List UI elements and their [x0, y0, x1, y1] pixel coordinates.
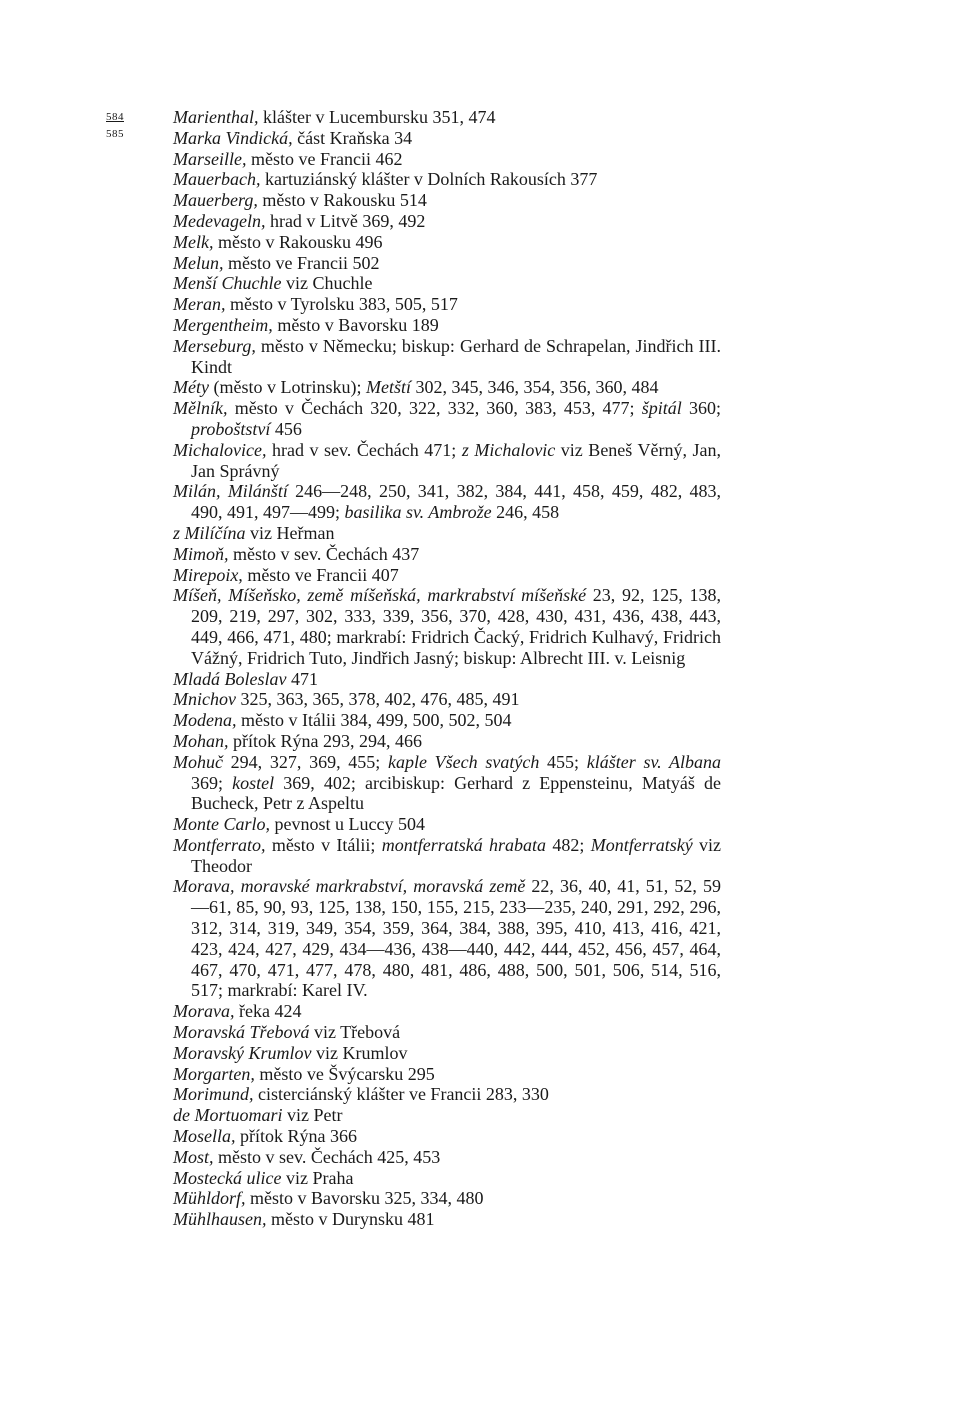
index-entry [173, 585, 721, 668]
entry-term: Mohuč [173, 751, 223, 772]
entry-term: Michalovice, [173, 439, 267, 460]
entry-term: proboštství [191, 418, 271, 439]
index-list [173, 107, 721, 1230]
index-entry [173, 294, 721, 315]
entry-term: Meran, [173, 294, 226, 315]
index-entry [173, 1105, 721, 1126]
index-entry [173, 1064, 721, 1085]
index-entry [173, 876, 721, 1001]
entry-text: cisterciánský klášter ve Francii 283, 330 [253, 1084, 549, 1105]
entry-text: město v Durynsku 481 [266, 1209, 435, 1230]
index-entry [173, 232, 721, 253]
entry-text: město v Itálii; [265, 834, 382, 855]
index-entry [173, 1168, 721, 1189]
entry-text: 294, 327, 369, 455; [222, 751, 388, 772]
index-entry [173, 1188, 721, 1209]
index-entry [173, 1001, 721, 1022]
entry-term: Melk, [173, 231, 214, 252]
entry-term: Milán, Milánští [173, 481, 288, 502]
entry-text: město v sev. Čechách 437 [228, 543, 420, 564]
entry-term: klášter sv. Albana [586, 751, 721, 772]
entry-text: 246, 458 [491, 502, 560, 523]
entry-term: Morgarten, [173, 1063, 255, 1084]
entry-text: viz Krumlov [311, 1042, 408, 1063]
entry-term: špitál [641, 398, 682, 419]
index-entry [173, 565, 721, 586]
entry-term: Mělník, [173, 398, 228, 419]
index-entry [173, 315, 721, 336]
index-entry [173, 211, 721, 232]
entry-text: 456 [270, 418, 302, 439]
entry-text: město v Bavorsku 325, 334, 480 [245, 1188, 484, 1209]
entry-text: část Kraňska 34 [292, 127, 413, 148]
entry-text: viz Třebová [309, 1022, 401, 1043]
entry-text: město v Bavorsku 189 [272, 314, 439, 335]
index-entry [173, 253, 721, 274]
entry-term: Marka Vindická, [173, 127, 293, 148]
index-entry [173, 440, 721, 482]
entry-text: pevnost u Luccy 504 [270, 814, 425, 835]
index-entry [173, 1022, 721, 1043]
entry-term: Montferrato, [173, 834, 266, 855]
entry-text: 455; [539, 751, 587, 772]
entry-term: Merseburg, [173, 335, 256, 356]
entry-term: Mühlhausen, [173, 1209, 267, 1230]
index-entry [173, 710, 721, 731]
entry-text: město v Čechách 320, 322, 332, 360, 383, 453, 477; [227, 398, 642, 419]
entry-term: Mladá Boleslav [173, 668, 287, 689]
entry-term: Mühldorf, [173, 1188, 246, 1209]
entry-text: město ve Francii 502 [223, 252, 380, 273]
entry-term: de Mortuomari [173, 1105, 283, 1126]
entry-text: 325, 363, 365, 378, 402, 476, 485, 491 [235, 689, 520, 710]
index-entry [173, 273, 721, 294]
entry-text: klášter v Lucembursku 351, 474 [258, 107, 496, 127]
entry-text: 360; [681, 398, 721, 419]
entry-term: Moravská Třebová [173, 1022, 310, 1043]
entry-term: z Michalovic [461, 439, 556, 460]
index-entry [173, 689, 721, 710]
entry-text: 482; [546, 834, 591, 855]
entry-text: 302, 345, 346, 354, 356, 360, 484 [410, 377, 659, 398]
entry-term: Modena, [173, 710, 237, 731]
entry-text: město v Itálii 384, 499, 500, 502, 504 [236, 710, 512, 731]
entry-text: viz Praha [281, 1167, 354, 1188]
entry-text: 22, 36, 40, 41, 51, 52, 59—61, 85, 90, 93, 125, 138, 150, 155, 215, 233—235, 240, 291, 292, 296, 312, 314, 319, 349, 354, 359, 364, 384, 388, 395, 410, 413, 416, 421, 423, 424, 427, 429, 434—436, 438—440, 442, 444, 452, 456, 457, 464, 467, 470, 471, 477, 478, 480, 481, 486, 488, 500, 501, 506, 514, 516, 517; markrabí: Karel IV. [191, 876, 722, 1001]
entry-term: Mnichov [173, 689, 236, 710]
entry-text: město ve Švýcarsku 295 [254, 1063, 435, 1084]
entry-term: z Milíčína [173, 522, 246, 543]
entry-term: Moravský Krumlov [173, 1042, 312, 1063]
entry-term: Mirepoix, [173, 564, 243, 585]
entry-term: Míšeň, Míšeňsko, země míšeňská, markrabství míšeňské [173, 585, 587, 606]
entry-text: kartuziánský klášter v Dolních Rakousích 377 [260, 169, 598, 190]
index-entry [173, 835, 721, 877]
index-entry [173, 398, 721, 440]
entry-term: Melun, [173, 252, 224, 273]
entry-text: 369; [191, 772, 233, 793]
entry-term: Metští [365, 377, 411, 398]
entry-text: viz Petr [282, 1105, 343, 1126]
index-entry [173, 169, 721, 190]
page-numbers [106, 109, 124, 143]
entry-term: Medevageln, [173, 210, 266, 231]
entry-term: Mimoň, [173, 543, 229, 564]
index-entry [173, 336, 721, 378]
entry-term: Morimund, [173, 1084, 254, 1105]
entry-text: město v Rakousku 514 [257, 190, 427, 211]
entry-text: viz Heřman [245, 522, 335, 543]
entry-term: Mauerberg, [173, 190, 258, 211]
page-number-left: 584 [106, 111, 124, 123]
entry-term: Mostecká ulice [173, 1167, 282, 1188]
index-entry [173, 523, 721, 544]
entry-term: kostel [232, 772, 275, 793]
entry-term: Morava, [173, 1001, 235, 1022]
entry-term: Most, [173, 1146, 214, 1167]
index-entry [173, 1126, 721, 1147]
index-entry [173, 814, 721, 835]
entry-term: Marienthal, [173, 107, 259, 127]
index-entry [173, 669, 721, 690]
entry-text: město ve Francii 462 [246, 148, 403, 169]
entry-term: Menší Chuchle [173, 273, 282, 294]
index-entry [173, 1209, 721, 1230]
entry-text: město v sev. Čechách 425, 453 [213, 1146, 441, 1167]
entry-text: řeka 424 [234, 1001, 302, 1022]
index-entry [173, 377, 721, 398]
index-entry [173, 128, 721, 149]
entry-text: hrad v sev. Čechách 471; [266, 439, 462, 460]
entry-text: hrad v Litvě 369, 492 [265, 210, 426, 231]
entry-term: Méty [173, 377, 209, 398]
entry-text: město ve Francii 407 [242, 564, 399, 585]
index-entry [173, 1147, 721, 1168]
entry-text: 369, 402; arcibiskup: Gerhard z Eppensteinu, Matyáš de Bucheck, Petr z Aspeltu [191, 772, 721, 814]
index-entry [173, 731, 721, 752]
index-entry [173, 752, 721, 814]
entry-text: viz Theodor [191, 834, 721, 876]
entry-term: basilika sv. Ambrože [344, 502, 492, 523]
index-entry [173, 190, 721, 211]
index-entry [173, 107, 721, 128]
entry-text: 471 [286, 668, 318, 689]
entry-text: přítok Rýna 293, 294, 466 [228, 730, 422, 751]
entry-term: Mohan, [173, 730, 229, 751]
index-entry [173, 1043, 721, 1064]
entry-text: viz Beneš Věrný, Jan, Jan Správný [191, 439, 721, 481]
entry-text: (město v Lotrinsku); [208, 377, 366, 398]
entry-text: 246—248, 250, 341, 382, 384, 441, 458, 459, 482, 483, 490, 491, 497—499; [191, 481, 722, 523]
entry-term: Mergentheim, [173, 314, 273, 335]
entry-term: Montferratský [590, 834, 693, 855]
entry-term: kaple Všech svatých [388, 751, 540, 772]
entry-text: město v Německu; biskup: Gerhard de Schrapelan, Jindřich III. Kindt [191, 335, 721, 377]
entry-text: město v Rakousku 496 [213, 231, 383, 252]
entry-term: Morava, moravské markrabství, moravská země [173, 876, 526, 897]
index-entry [173, 149, 721, 170]
page-number-right: 585 [106, 128, 124, 140]
index-entry [173, 481, 721, 523]
entry-term: Monte Carlo, [173, 814, 270, 835]
entry-text: město v Tyrolsku 383, 505, 517 [225, 294, 458, 315]
entry-text: 23, 92, 125, 138, 209, 219, 297, 302, 333, 339, 356, 370, 428, 430, 431, 436, 438, 443, 449, 466, 471, 480; markrabí: Fridrich Čacký, Fridrich Kulhavý, Fridrich Vážný, Fridrich Tuto, Jindřich Jasný; biskup: Albrecht III. v. Leisnig [191, 585, 722, 668]
entry-text: viz Chuchle [281, 273, 373, 294]
entry-term: Mauerbach, [173, 169, 261, 190]
entry-term: montferratská hrabata [381, 834, 547, 855]
entry-term: Mosella, [173, 1126, 236, 1147]
index-entry [173, 1084, 721, 1105]
entry-term: Marseille, [173, 148, 247, 169]
entry-text: přítok Rýna 366 [235, 1126, 357, 1147]
index-entry [173, 544, 721, 565]
